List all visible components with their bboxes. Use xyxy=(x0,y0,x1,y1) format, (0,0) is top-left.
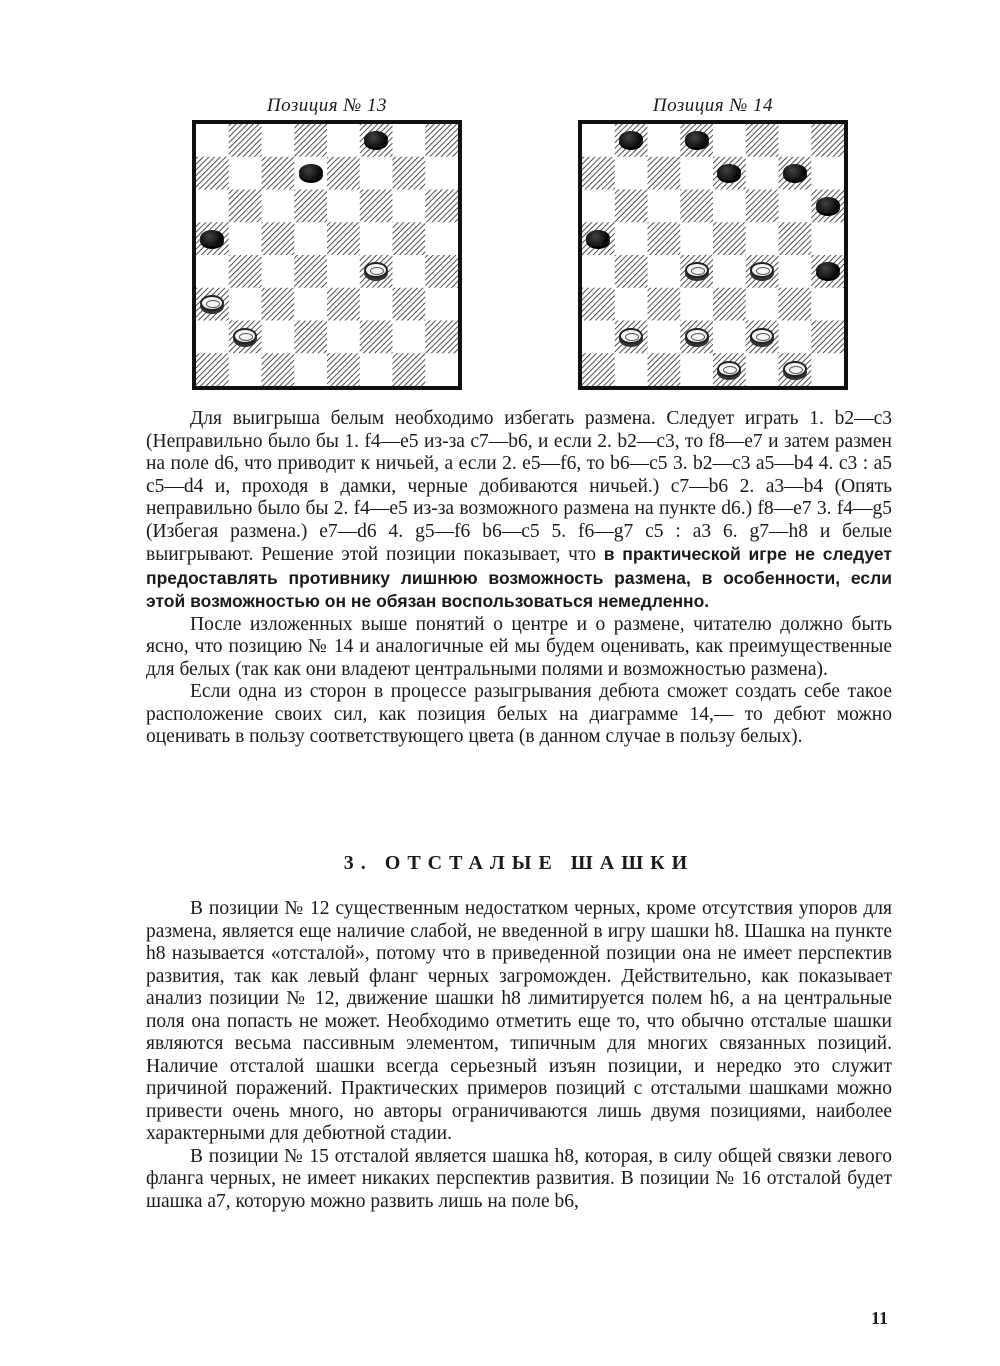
diagram-position-14 xyxy=(578,92,848,390)
black-checker xyxy=(783,164,807,180)
black-checker xyxy=(200,230,224,246)
paragraph-backward-pieces: В позиции № 12 существенным недостатком черных, кроме отсутствия упоров для размена, является еще наличие слабой, не введенной в игру шашки h8. Шашка на пункте h8 называется «отсталой», потому что в приведенной позиции она не имеет перспектив развития, так как левый фланг черных загроможден. Действительно, как показывает анализ позиции № 12, движение шашки h8 лимитируется полем h6, а на центральные поля она попасть не может. Необходимо отметить еще то, что обычно отсталые шашки являются весьма пассивным элементом, типичным для многих связанных позиций. Наличие отсталой шашки всегда серьезный изъян позиции, и нередко это служит причиной поражений. Практических примеров позиций с отсталыми шашками можно привести очень много, но авторы ограничиваются лишь двумя позициями, наиболее характерными для дебютной стадии. xyxy=(146,898,892,1144)
paragraph-opening: Если одна из сторон в процессе разыгрывания дебюта сможет создать себе такое расположение своих сил, как позиция белых на диаграмме 14,— то дебют можно оценивать в пользу соответствующего цвета (в данном случае в пользу белых). xyxy=(146,681,892,747)
white-checker xyxy=(717,361,741,377)
black-checker xyxy=(816,197,840,213)
white-checker xyxy=(750,328,774,344)
white-checker xyxy=(685,328,709,344)
diagram-caption: Позиция № 13 xyxy=(266,95,388,116)
diagram-caption: Позиция № 14 xyxy=(652,95,774,116)
paragraph-evaluation: После изложенных выше понятий о центре и о размене, читателю должно быть ясно, что позицию № 14 и аналогичные ей мы будем оценивать, как преимущественные для белых (так как они владеют центральными полями и возможностью размена). xyxy=(146,613,892,680)
body-text-top xyxy=(146,408,892,749)
white-checker xyxy=(200,295,224,311)
black-checker xyxy=(816,262,840,278)
white-checker xyxy=(685,262,709,278)
paragraph-solution xyxy=(146,408,892,614)
black-checker xyxy=(717,164,741,180)
page-number: 11 xyxy=(870,1308,888,1328)
body-text-bottom xyxy=(146,898,892,1213)
paragraph-position-15: В позиции № 15 отсталой является шашка h8, которая, в силу общей связки левого фланга черных, не имеет никаких перспектив развития. В позиции № 16 отсталой будет шашка a7, которую можно развить лишь на поле b6, xyxy=(146,1145,892,1212)
white-checker xyxy=(783,361,807,377)
white-checker xyxy=(619,328,643,344)
piece-layer xyxy=(582,124,844,386)
black-checker xyxy=(586,230,610,246)
paragraph-text: Для выигрыша белым необходимо избегать размена. Следует играть 1. b2—c3 (Неправильно было бы 1. f4—e5 из-за c7—b6, и если 2. b2—c3, то f8—e7 и затем размен на поле d6, что приводит к ничьей, а если 2. e5—f6, то b6—c5 3. b2—c3 a5—b4 4. c3 : a5 c5—d4 и, проходя в дамки, черные добиваются ничьей.) c7—b6 2. a3—b4 (Опять неправильно было бы 2. f4—e5 из-за возможного размена на пункте d6.) f8—e7 3. f4—g5 (Избегая размена.) e7—d6 4. g5—f6 b6—c5 5. f6—g7 c5 : a3 6. g7—h8 и белые выигрывают. Решение этой позиции показывает, что xyxy=(146,408,892,565)
white-checker xyxy=(233,328,257,344)
section-heading: 3. ОТСТАЛЫЕ ШАШКИ xyxy=(343,852,695,874)
piece-layer xyxy=(196,124,458,386)
checkers-board xyxy=(578,120,848,390)
white-checker xyxy=(750,262,774,278)
black-checker xyxy=(685,131,709,147)
emphasis-text: в практической игре не следует предоставлять противнику лишнюю возможность размена, в особенности, если этой возможностью он не обязан воспользоваться немедленно. xyxy=(146,544,892,611)
diagram-position-13 xyxy=(192,92,462,390)
black-checker xyxy=(364,131,388,147)
white-checker xyxy=(364,262,388,278)
black-checker xyxy=(299,164,323,180)
black-checker xyxy=(619,131,643,147)
checkers-board xyxy=(192,120,462,390)
